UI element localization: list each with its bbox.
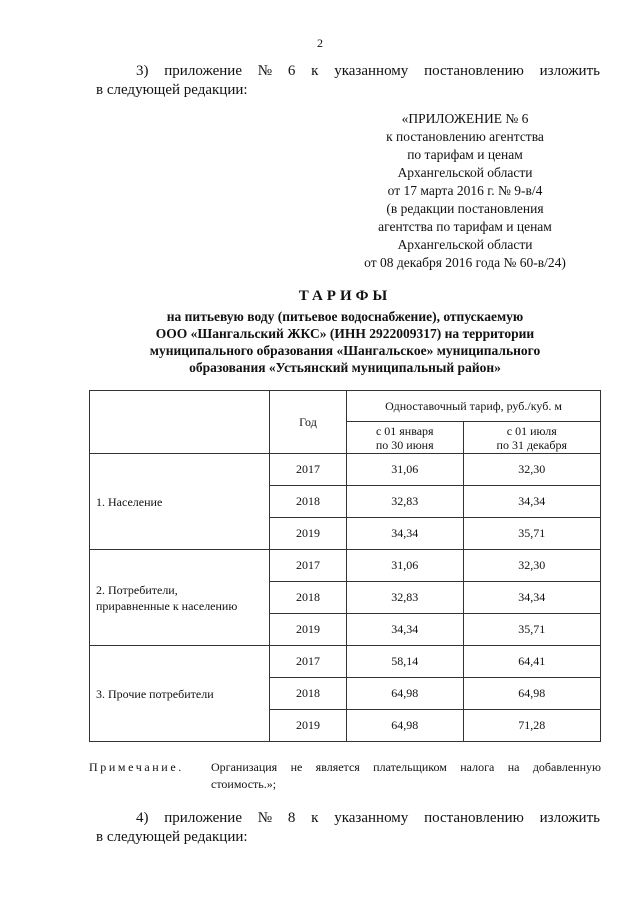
tariff-second-half-cell: 34,34 [463,486,600,518]
header-tariff: Одноставочный тариф, руб./куб. м [347,391,601,422]
year-cell: 2017 [270,550,347,582]
heading-line: на питьевую воду (питьевое водоснабжение), отпускаемую [166,309,524,324]
year-cell: 2018 [270,486,347,518]
tariff-second-half-cell: 64,98 [463,678,600,710]
paragraph4-word: 8 [287,810,296,826]
tariff-first-half-cell: 58,14 [347,646,464,678]
tariff-first-half-cell: 34,34 [347,518,464,550]
header-first-half: с 01 января по 30 июня [347,422,464,454]
tariff-table [89,390,601,742]
paragraph3-word: 3) [136,63,149,79]
table-row [90,550,601,582]
header-empty-cell [90,391,270,454]
tariff-second-half-cell: 35,71 [463,614,600,646]
heading-line: ООО «Шангальский ЖКС» (ИНН 2922009317) на территории [155,326,535,341]
appendix-line: от 08 декабря 2016 года № 60-в/24) [364,255,566,270]
category-cell: 3. Прочие потребители [90,646,270,742]
heading-subtitle [90,308,600,376]
paragraph4-word: приложение [164,810,242,826]
appendix-line: «ПРИЛОЖЕНИЕ № 6 [401,111,529,126]
tariff-second-half-cell: 35,71 [463,518,600,550]
paragraph-4-line-2: в следующей редакции: [96,829,248,845]
tariff-second-half-cell: 71,28 [463,710,600,742]
note-label: Примечание. [89,760,184,774]
tariff-first-half-cell: 31,06 [347,454,464,486]
tariff-first-half-cell: 64,98 [347,710,464,742]
year-cell: 2018 [270,678,347,710]
paragraph4-word: указанному [334,810,409,826]
paragraph4-word: 4) [136,810,149,826]
paragraph3-word: указанному [334,63,409,79]
tariff-second-half-cell: 32,30 [463,454,600,486]
heading-line: образования «Устьянский муниципальный район» [189,360,501,375]
document-heading [90,288,600,376]
page-number: 2 [317,36,323,50]
year-cell: 2019 [270,614,347,646]
header-year: Год [270,391,347,454]
tariff-first-half-cell: 64,98 [347,678,464,710]
appendix-line: к постановлению агентства [386,129,544,144]
paragraph3-word: 6 [287,63,296,79]
note [89,759,601,793]
note-text: Организация не является плательщиком налога на добавленную стоимость.»; [211,760,601,791]
paragraph4-word: к [311,810,319,826]
tariff-second-half-cell: 34,34 [463,582,600,614]
paragraph3-word: постановлению [424,63,524,79]
tariff-second-half-cell: 64,41 [463,646,600,678]
appendix-line: Архангельской области [397,237,533,252]
paragraph4-word: постановлению [424,810,524,826]
tariff-first-half-cell: 34,34 [347,614,464,646]
paragraph-3-line-1 [96,62,600,81]
appendix-line: (в редакции постановления [386,201,544,216]
paragraph3-word: № [257,63,273,79]
paragraph-4 [96,809,600,847]
tariff-first-half-cell: 32,83 [347,582,464,614]
paragraph4-word: изложить [539,810,600,826]
paragraph-4-line-1 [96,809,600,828]
appendix-line: Архангельской области [397,165,533,180]
appendix-line: по тарифам и ценам [407,147,523,162]
paragraph3-word: изложить [539,63,600,79]
tariff-first-half-cell: 31,06 [347,550,464,582]
year-cell: 2017 [270,454,347,486]
heading-line: муниципального образования «Шангальское» муниципального [149,343,541,358]
category-cell: 1. Население [90,454,270,550]
paragraph-3 [96,62,600,100]
year-cell: 2018 [270,582,347,614]
appendix-line: агентства по тарифам и ценам [378,219,552,234]
paragraph3-word: к [311,63,319,79]
table-row [90,454,601,486]
heading-title: ТАРИФЫ [298,288,392,304]
paragraph3-word: приложение [164,63,242,79]
tariff-second-half-cell: 32,30 [463,550,600,582]
year-cell: 2019 [270,710,347,742]
tariff-first-half-cell: 32,83 [347,486,464,518]
year-cell: 2017 [270,646,347,678]
table-row [90,646,601,678]
paragraph-3-line-2: в следующей редакции: [96,82,248,98]
appendix-line: от 17 марта 2016 г. № 9-в/4 [387,183,543,198]
header-second-half: с 01 июля по 31 декабря [463,422,600,454]
appendix-header [330,110,600,272]
year-cell: 2019 [270,518,347,550]
category-cell: 2. Потребители, приравненные к населению [90,550,270,646]
paragraph4-word: № [257,810,273,826]
